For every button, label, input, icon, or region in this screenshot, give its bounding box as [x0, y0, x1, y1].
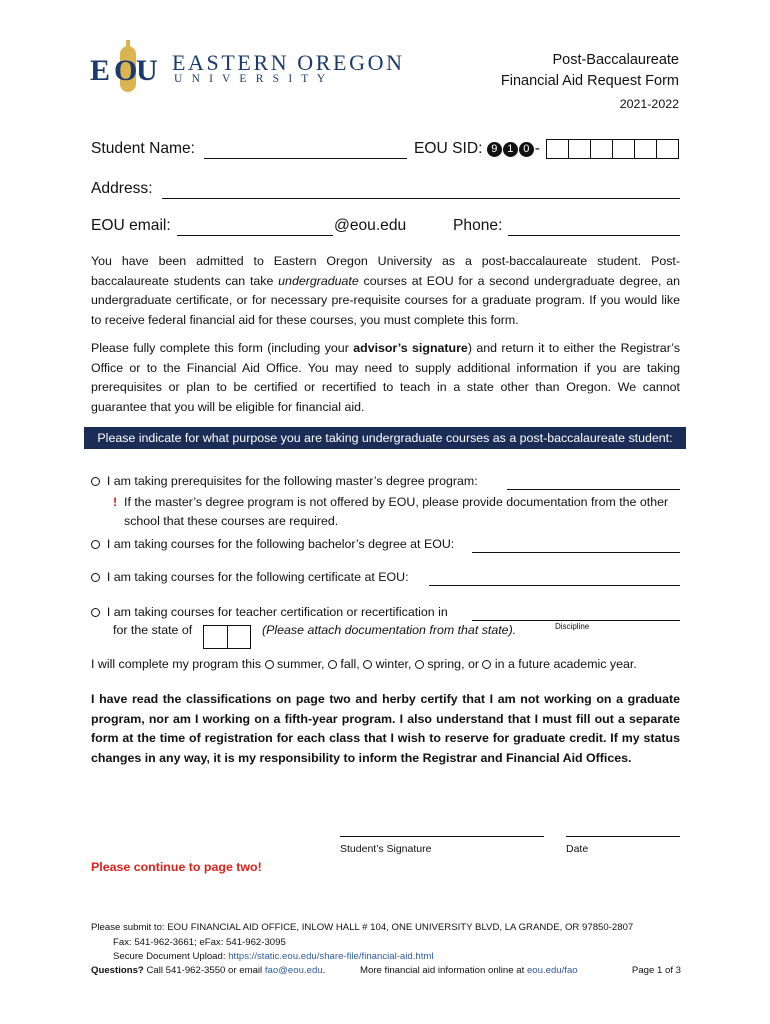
option-certificate[interactable]: I am taking courses for the following certificate at EOU: [91, 570, 409, 584]
form-title-line1: Post-Baccalaureate [552, 52, 679, 68]
sid-input-boxes[interactable] [546, 139, 681, 159]
svg-text:E: E [90, 54, 111, 87]
sid-digit-3: 0 [519, 142, 534, 157]
form-year: 2021-2022 [619, 97, 679, 111]
date-label: Date [566, 843, 589, 855]
phone-label: Phone: [453, 217, 503, 234]
discipline-caption: Discipline [555, 622, 590, 631]
address-label: Address: [91, 180, 153, 197]
student-name-label: Student Name: [91, 140, 196, 157]
sid-dash: - [534, 140, 540, 157]
advisor-signature-emphasis: advisor’s signature [353, 341, 468, 355]
radio-certificate[interactable] [91, 573, 100, 582]
warning-icon: ! [113, 495, 118, 509]
sid-digit-2: 1 [503, 142, 518, 157]
sid-label: EOU SID: [414, 140, 483, 157]
radio-teacher-certification[interactable] [91, 608, 100, 617]
student-signature-label: Student’s Signature [340, 843, 432, 855]
certification-paragraph: I have read the classifications on page two and herby certify that I am not working on a graduate program, nor am I working on a fifth-year program. I also understand that I must fill out a separate form at the time of registration for each class that I wish to reserve for graduate credit. If my status changes in any way, it is my responsibility to inform the Registrar and Financial Aid Offices. [91, 692, 680, 765]
email-suffix: @eou.edu [334, 217, 407, 234]
state-of-label: for the state of [113, 623, 193, 637]
phone-field[interactable] [508, 216, 680, 236]
page-number: Page 1 of 3 [631, 965, 681, 976]
intro-paragraph-2: Please fully complete this form (including your advisor’s signature) and return it to either the Registrar’s Office or to the Financial Aid Office. You may need to supply additional information if you are taking prerequisites or plan to be certified or recertified to teach in a state other than Oregon. We cannot guarantee that you will be eligible for financial aid. [91, 341, 681, 414]
program-term-line: I will complete my program this summer, fall, winter, spring, or in a future academic year. [91, 657, 637, 671]
address-field[interactable] [162, 179, 680, 199]
footer-more-info: More financial aid information online at eou.edu/fao [360, 965, 578, 976]
svg-text:U: U [136, 54, 158, 87]
state-input-boxes[interactable] [203, 625, 251, 649]
radio-winter[interactable] [363, 660, 372, 669]
logo-line2: U N I V E R S I T Y [174, 73, 329, 85]
upload-link[interactable]: https://static.eou.edu/share-file/financial-aid.html [228, 951, 434, 962]
undergraduate-emphasis: undergraduate [278, 273, 359, 288]
option-bachelors[interactable]: I am taking courses for the following bachelor’s degree at EOU: [91, 537, 454, 551]
footer-submit: Please submit to: EOU FINANCIAL AID OFFICE, INLOW HALL # 104, ONE UNIVERSITY BLVD, LA GRANDE, OR 97850-2807 [91, 922, 634, 933]
radio-spring[interactable] [415, 660, 424, 669]
footer-questions: Questions? Call 541-962-3550 or email fao@eou.edu. [91, 965, 326, 976]
email-link[interactable]: fao@eou.edu [264, 965, 323, 976]
radio-future-year[interactable] [482, 660, 491, 669]
intro-paragraph-1: You have been admitted to Eastern Oregon University as a post-baccalaureate student. Post-baccalaureate students can take undergraduate courses at EOU for a second undergraduate degree, an undergraduate certificate, or for necessary pre-requisite courses for a graduate program. If you would like to receive federal financial aid for these courses, you must complete this form. [91, 254, 680, 327]
discipline-field[interactable] [472, 604, 680, 621]
sid-digit-1: 9 [487, 142, 502, 157]
continue-note: Please continue to page two! [91, 860, 262, 874]
svg-text:O: O [114, 54, 138, 87]
footer-upload: Secure Document Upload: https://static.eou.edu/share-file/financial-aid.html [113, 951, 434, 962]
eou-logo [90, 40, 430, 96]
option-masters[interactable]: I am taking prerequisites for the following master’s degree program: [91, 474, 478, 488]
footer-fax: Fax: 541-962-3661; eFax: 541-962-3095 [113, 937, 286, 948]
state-documentation-note: (Please attach documentation from that state). [262, 623, 517, 637]
option-teacher-certification[interactable]: I am taking courses for teacher certification or recertification in [91, 605, 448, 619]
radio-fall[interactable] [328, 660, 337, 669]
masters-warning: ! If the master’s degree program is not offered by EOU, please provide documentation from the other school that these courses are required. [113, 495, 669, 528]
form-title-line2: Financial Aid Request Form [500, 73, 679, 89]
bachelors-degree-field[interactable] [472, 536, 680, 553]
student-signature-field[interactable] [340, 820, 544, 837]
radio-masters[interactable] [91, 477, 100, 486]
sid-label-group [414, 140, 540, 158]
form-title [501, 50, 679, 115]
masters-program-field[interactable] [507, 473, 680, 490]
radio-bachelors[interactable] [91, 540, 100, 549]
eou-monogram [90, 40, 162, 96]
date-field[interactable] [566, 820, 680, 837]
logo-line1: EASTERN OREGON [172, 50, 405, 75]
student-name-field[interactable] [204, 139, 407, 159]
radio-summer[interactable] [265, 660, 274, 669]
purpose-banner: Please indicate for what purpose you are taking undergraduate courses as a post-baccalaureate student: [84, 427, 686, 449]
email-field[interactable] [177, 216, 333, 236]
certificate-field[interactable] [429, 569, 680, 586]
fao-link[interactable]: eou.edu/fao [526, 965, 578, 976]
email-label: EOU email: [91, 217, 171, 234]
